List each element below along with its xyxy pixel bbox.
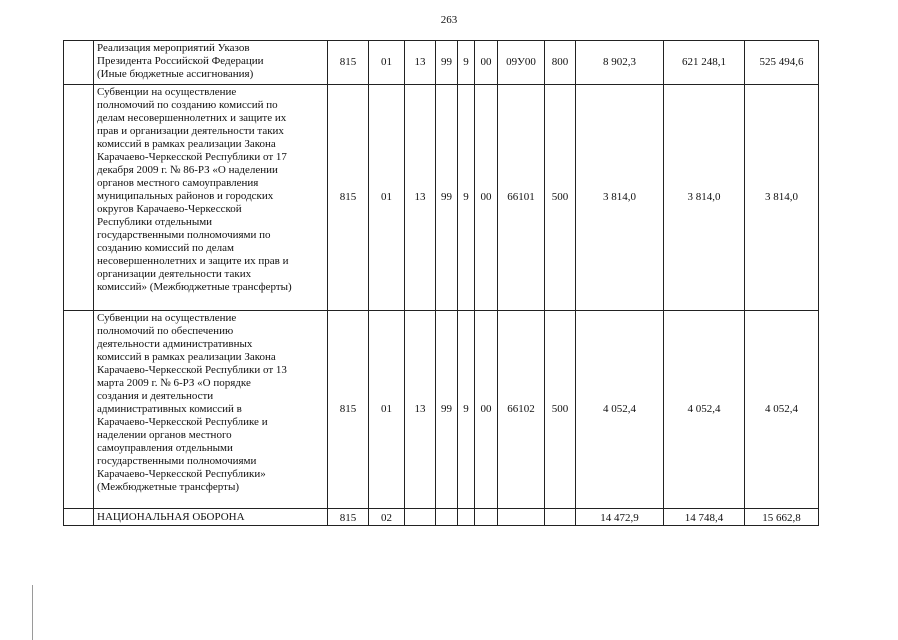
cell-subprogram: 9 bbox=[458, 311, 475, 509]
row-description: Субвенции на осуществление полномочий по созданию комиссий по делам несовершеннолетних и защите их прав и организации деятельности таких комиссий в рамках реализации Закона Карачаево-Черкесской Республики от 17 декабря 2009 г. № 86-РЗ «О наделении органов местного самоуправления муниципальных районов и городских округов Карачаево-Черкесской Республики отдельными государственными полномочиями по созданию комиссий по делам несовершеннолетних и защите их прав и организации деятельности таких комиссий» (Межбюджетные трансферты) bbox=[94, 85, 328, 311]
cell-subsection: 13 bbox=[405, 85, 436, 311]
cell-program: 99 bbox=[436, 85, 458, 311]
row-description: НАЦИОНАЛЬНАЯ ОБОРОНА bbox=[94, 509, 328, 526]
cell-subsection bbox=[405, 509, 436, 526]
table-row-total bbox=[64, 509, 819, 526]
cell-section: 01 bbox=[369, 311, 405, 509]
cell-amount-3: 4 052,4 bbox=[745, 311, 819, 509]
cell-direction: 66102 bbox=[498, 311, 545, 509]
cell-direction: 66101 bbox=[498, 85, 545, 311]
cell-subprogram: 9 bbox=[458, 41, 475, 85]
row-description: Субвенции на осуществление полномочий по обеспечению деятельности административных комиссий в рамках реализации Закона Карачаево-Черкесской Республики от 13 марта 2009 г. № 6-РЗ «О порядке создания и деятельности административных комиссий в Карачаево-Черкесской Республике и наделении органов местного самоуправления отдельными государственными полномочиями Карачаево-Черкесской Республики» (Межбюджетные трансферты) bbox=[94, 311, 328, 509]
cell-program bbox=[436, 509, 458, 526]
cell-direction: 09У00 bbox=[498, 41, 545, 85]
cell-section: 01 bbox=[369, 85, 405, 311]
cell-group bbox=[475, 509, 498, 526]
cell-amount-2: 3 814,0 bbox=[664, 85, 745, 311]
cell-group: 00 bbox=[475, 311, 498, 509]
table-row bbox=[64, 41, 819, 85]
budget-table bbox=[63, 40, 819, 526]
cell-ministry: 815 bbox=[328, 509, 369, 526]
cell-amount-2: 14 748,4 bbox=[664, 509, 745, 526]
cell-expense-type bbox=[545, 509, 576, 526]
cell-subsection: 13 bbox=[405, 311, 436, 509]
table-row bbox=[64, 311, 819, 509]
cell-section: 02 bbox=[369, 509, 405, 526]
cell-amount-3: 3 814,0 bbox=[745, 85, 819, 311]
row-gutter bbox=[64, 509, 94, 526]
cell-subsection: 13 bbox=[405, 41, 436, 85]
cell-amount-1: 4 052,4 bbox=[576, 311, 664, 509]
cell-amount-3: 15 662,8 bbox=[745, 509, 819, 526]
cell-subprogram bbox=[458, 509, 475, 526]
cell-group: 00 bbox=[475, 41, 498, 85]
cell-group: 00 bbox=[475, 85, 498, 311]
cell-program: 99 bbox=[436, 311, 458, 509]
row-gutter bbox=[64, 85, 94, 311]
scan-edge-line bbox=[32, 585, 33, 640]
cell-program: 99 bbox=[436, 41, 458, 85]
cell-ministry: 815 bbox=[328, 85, 369, 311]
row-gutter bbox=[64, 311, 94, 509]
cell-ministry: 815 bbox=[328, 311, 369, 509]
cell-ministry: 815 bbox=[328, 41, 369, 85]
cell-direction bbox=[498, 509, 545, 526]
cell-expense-type: 800 bbox=[545, 41, 576, 85]
cell-amount-3: 525 494,6 bbox=[745, 41, 819, 85]
cell-expense-type: 500 bbox=[545, 85, 576, 311]
cell-subprogram: 9 bbox=[458, 85, 475, 311]
cell-amount-1: 3 814,0 bbox=[576, 85, 664, 311]
cell-amount-1: 8 902,3 bbox=[576, 41, 664, 85]
table-row bbox=[64, 85, 819, 311]
cell-amount-2: 4 052,4 bbox=[664, 311, 745, 509]
cell-expense-type: 500 bbox=[545, 311, 576, 509]
row-description: Реализация мероприятий Указов Президента Российской Федерации (Иные бюджетные ассигнования) bbox=[94, 41, 328, 85]
cell-section: 01 bbox=[369, 41, 405, 85]
page-number: 263 bbox=[440, 14, 458, 26]
row-gutter bbox=[64, 41, 94, 85]
cell-amount-2: 621 248,1 bbox=[664, 41, 745, 85]
cell-amount-1: 14 472,9 bbox=[576, 509, 664, 526]
